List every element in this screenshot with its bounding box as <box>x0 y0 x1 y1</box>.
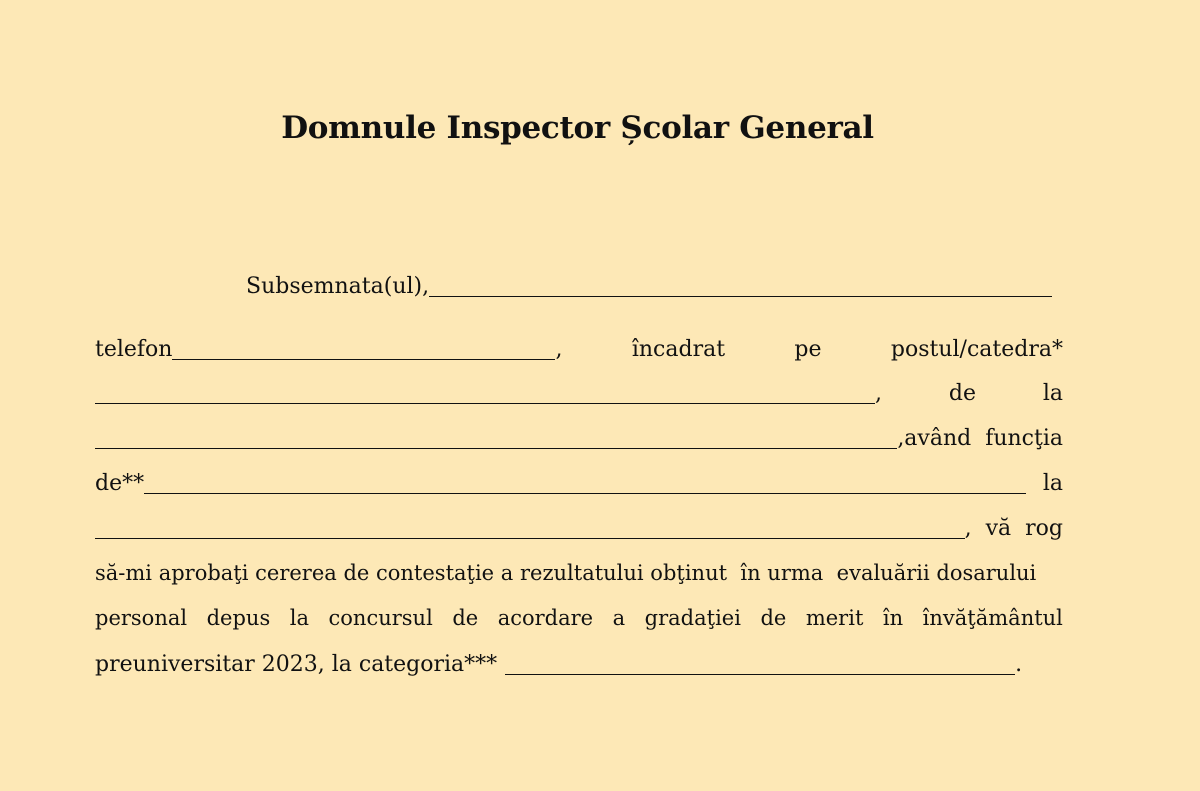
word: acordare <box>497 606 594 630</box>
name-blank[interactable] <box>429 274 1052 297</box>
function-blank[interactable] <box>144 471 1026 494</box>
word: la <box>289 606 309 630</box>
word: de <box>452 606 479 630</box>
word: în <box>882 606 904 630</box>
word: depus <box>206 606 271 630</box>
line-phone <box>95 333 1063 365</box>
va-rog-text: , vă rog <box>964 516 1063 541</box>
word: de <box>760 606 787 630</box>
request-text: să-mi aprobaţi cererea de contestaţie a rezultatului obţinut în urma evaluării dosarului <box>95 561 1037 585</box>
line-request <box>95 557 1063 589</box>
post-blank[interactable] <box>95 381 875 404</box>
category-blank[interactable] <box>505 652 1015 675</box>
period: . <box>1015 652 1023 677</box>
word-postul-catedra: postul/catedra* <box>890 337 1063 362</box>
line-name <box>246 270 1052 302</box>
word-la-2: la <box>1042 471 1063 496</box>
comma: , <box>555 337 563 362</box>
word-incadrat: încadrat <box>631 337 726 362</box>
line-personal <box>95 602 1063 634</box>
phone-blank[interactable] <box>172 337 555 360</box>
word: concursul <box>328 606 433 630</box>
word: personal <box>95 606 188 630</box>
line-function <box>95 467 1063 499</box>
word-la: la <box>1042 381 1063 406</box>
de-label: de** <box>95 471 145 496</box>
word-pe: pe <box>794 337 822 362</box>
category-label: preuniversitar 2023, la categoria*** <box>95 652 498 677</box>
word: a <box>612 606 626 630</box>
document-title: Domnule Inspector Școlar General <box>281 110 874 146</box>
word: gradaţiei <box>644 606 741 630</box>
word-de: de <box>948 381 976 406</box>
word: învăţământul <box>922 606 1063 630</box>
institution-blank[interactable] <box>95 426 897 449</box>
line-function-place <box>95 512 1063 544</box>
line-category <box>95 648 1063 680</box>
line-post <box>95 377 1063 409</box>
function-place-blank[interactable] <box>95 516 965 539</box>
comma: , <box>875 381 882 406</box>
subsemnata-label: Subsemnata(ul), <box>246 274 430 299</box>
word: merit <box>805 606 864 630</box>
line-institution <box>95 422 1063 454</box>
avand-functia-text: ,având funcţia <box>897 426 1063 451</box>
telefon-label: telefon <box>95 337 173 362</box>
